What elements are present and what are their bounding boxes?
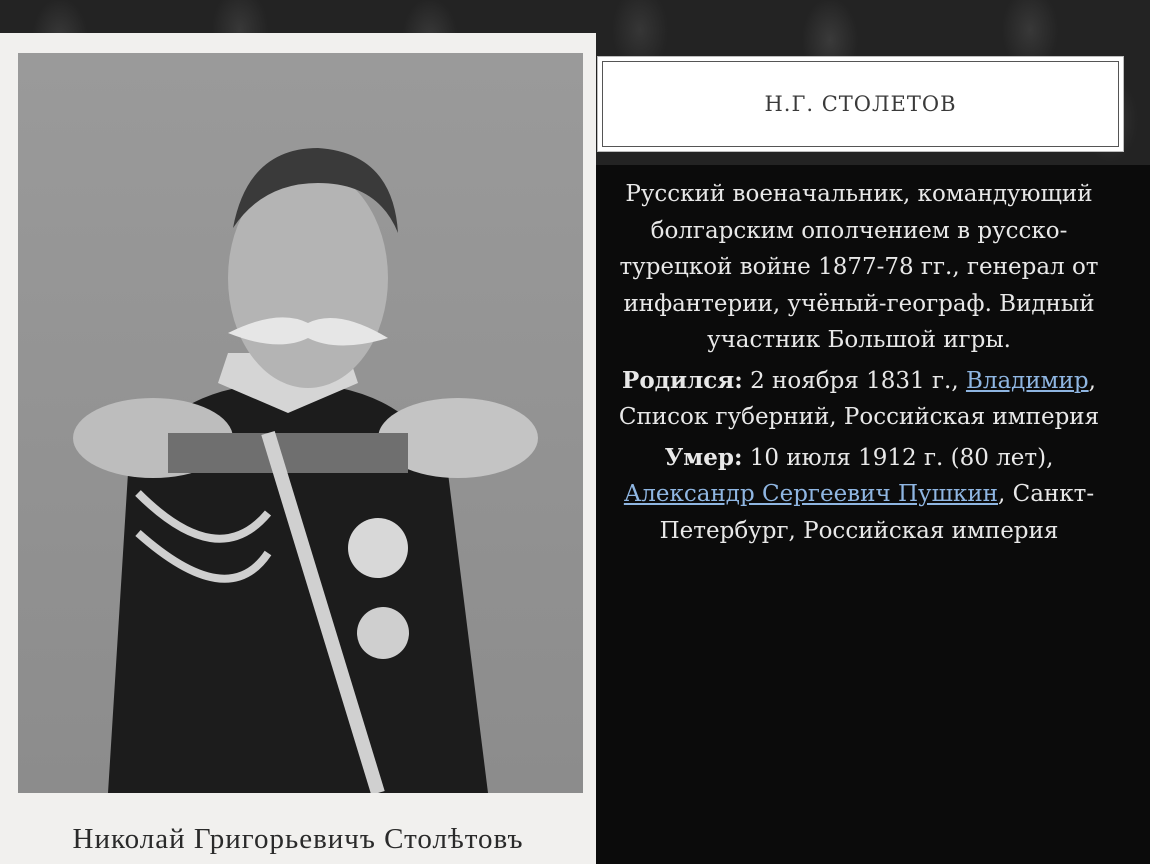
photo-caption: Николай Григорьевичъ Столѣтовъ bbox=[72, 823, 524, 855]
slide-title: Н.Г. СТОЛЕТОВ bbox=[764, 92, 957, 116]
died-date: 10 июля 1912 г. (80 лет), bbox=[749, 444, 1054, 471]
portrait-card bbox=[0, 33, 596, 864]
title-box bbox=[597, 56, 1124, 152]
born-rest: Список губерний, Российская империя bbox=[618, 404, 1100, 430]
description-paragraph: Русский военачальник, командующий болгарским ополчением в русско-турецкой войне 1877-78 гг., генерал от инфантерии, учёный-географ. Видный участник Большой игры. bbox=[619, 181, 1099, 353]
died-label: Умер: bbox=[664, 443, 743, 471]
born-paragraph: Родился: 2 ноября 1831 г., Владимир, Список губерний, Российская империя bbox=[618, 366, 1100, 430]
born-date: 2 ноября 1831 г., bbox=[750, 367, 959, 394]
biography-text bbox=[600, 176, 1118, 553]
died-paragraph: Умер: 10 июля 1912 г. (80 лет), Александр Сергеевич Пушкин, Санкт-Петербург, Российская империя bbox=[623, 443, 1095, 544]
died-rest: Санкт-Петербург, Российская империя bbox=[659, 481, 1095, 544]
portrait-photo bbox=[18, 53, 583, 793]
born-place-link[interactable]: Владимир bbox=[965, 367, 1089, 394]
portrait-illustration bbox=[18, 53, 583, 793]
born-label: Родился: bbox=[622, 366, 743, 394]
died-place-link[interactable]: Александр Сергеевич Пушкин bbox=[623, 481, 998, 507]
